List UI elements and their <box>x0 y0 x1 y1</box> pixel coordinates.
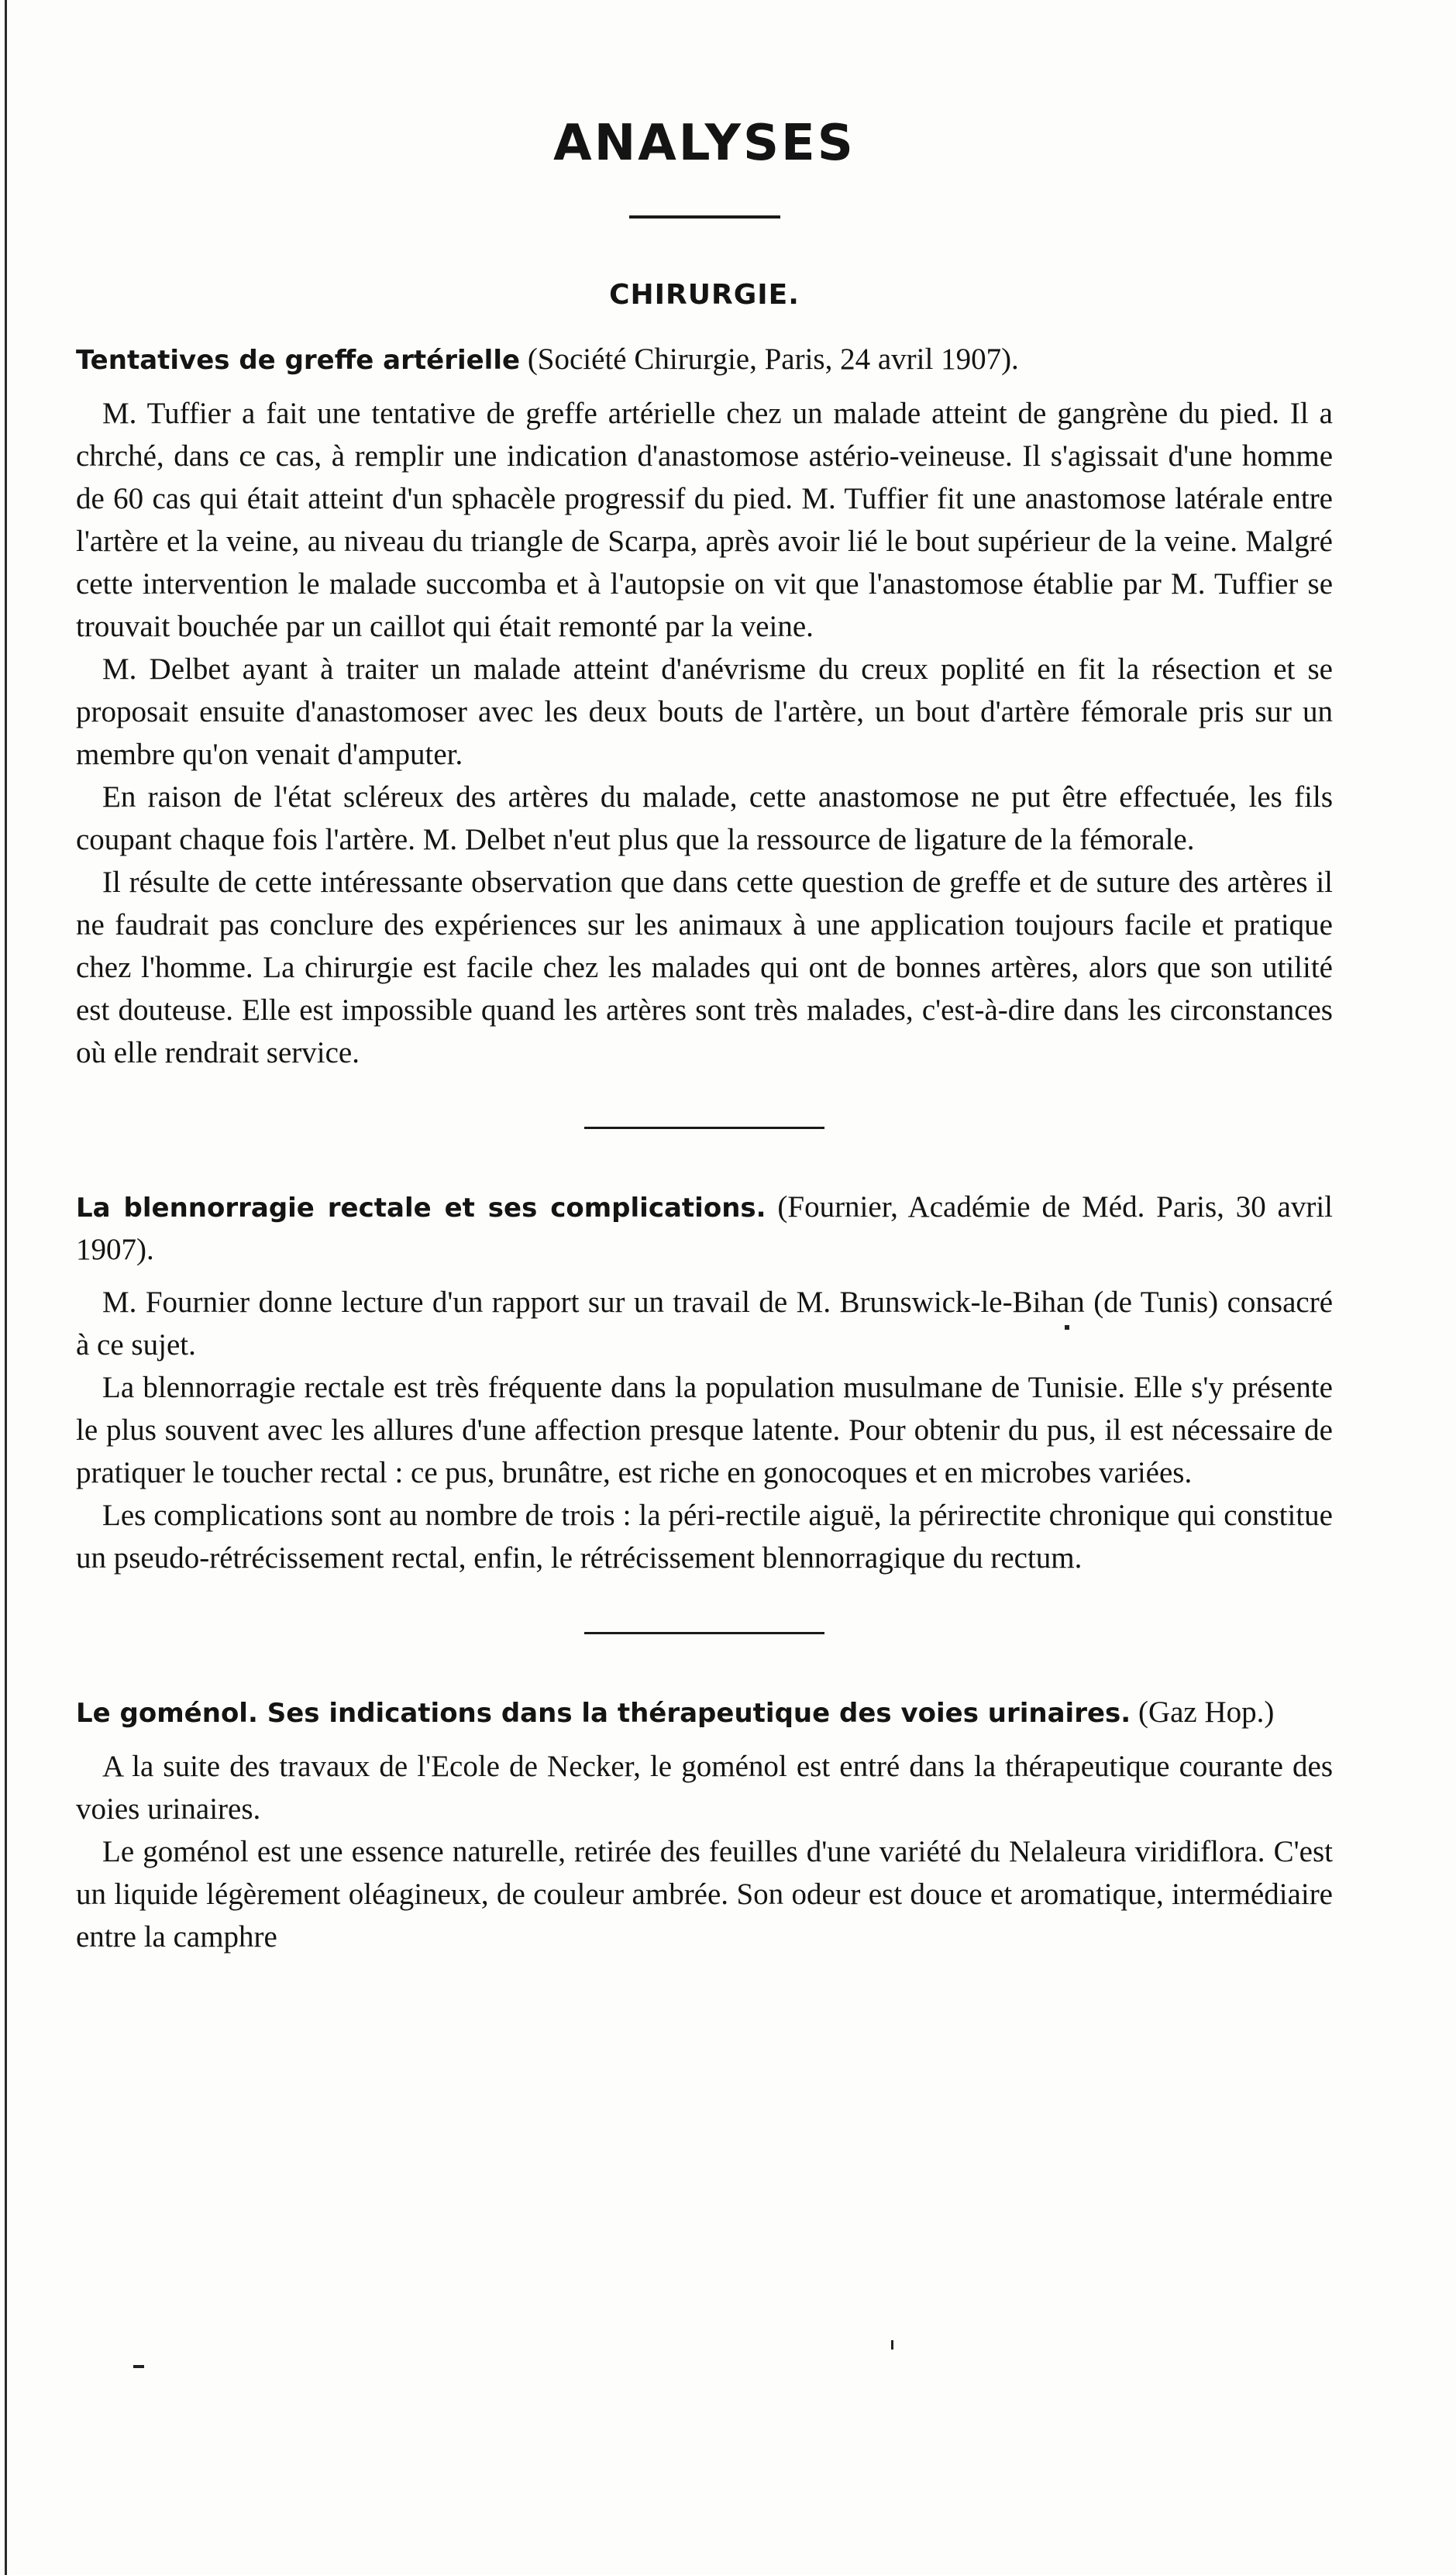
article-source: (Fournier, Académie de Méd. Paris, 30 avril 1907). <box>76 1190 1333 1267</box>
page-edge-rule <box>5 0 7 2575</box>
article-greffe <box>76 339 1333 1074</box>
separator-rule <box>584 1127 824 1129</box>
section-title: CHIRURGIE. <box>609 279 800 312</box>
print-speck <box>133 2365 144 2368</box>
article-paragraph: M. Delbet ayant à traiter un malade atteint d'anévrisme du creux poplité en fit la résection et se proposait ensuite d'anastomoser avec les deux bouts de l'artère, un bout d'artère fémorale pris sur un membre qu'on venait d'amputer. <box>76 652 1333 772</box>
article-blennorragie <box>76 1186 1333 1579</box>
article-paragraph: M. Tuffier a fait une tentative de greffe artérielle chez un malade atteint de gangrène du pied. Il a chrché, dans ce cas, à remplir une indication d'anastomose astério-veineuse. Il s'agissait d'une homme de 60 cas qui était atteint d'un sphacèle progressif du pied. M. Tuffier fit une anastomose latérale entre l'artère et la veine, au niveau du triangle de Scarpa, après avoir lié le bout supérieur de la veine. Malgré cette intervention le malade succomba et à l'autopsie on vit que l'anastomose établie par M. Tuffier se trouvait bouchée par un caillot qui était remonté par la veine. <box>76 397 1333 644</box>
page-content <box>76 116 1333 1958</box>
article-paragraph: Le goménol est une essence naturelle, retirée des feuilles d'une variété du Nelaleura viridiflora. C'est un liquide légèrement oléagineux, de couleur ambrée. Son odeur est douce et aromatique, intermédiaire entre la camphre <box>76 1835 1333 1954</box>
page-title: ANALYSES <box>553 115 855 172</box>
article-paragraph: M. Fournier donne lecture d'un rapport sur un travail de M. Brunswick-le-Bihan (de Tunis) consacré à ce sujet. <box>76 1286 1333 1362</box>
article-heading <box>76 1692 1333 1734</box>
article-title: Tentatives de greffe artérielle <box>76 345 521 377</box>
separator-rule <box>584 1632 824 1634</box>
article-source: (Société Chirurgie, Paris, 24 avril 1907). <box>527 343 1019 377</box>
title-rule <box>629 215 780 219</box>
article-heading <box>76 339 1333 381</box>
article-heading <box>76 1186 1333 1270</box>
article-paragraph: A la suite des travaux de l'Ecole de Necker, le goménol est entré dans la thérapeutique courante des voies urinaires. <box>76 1750 1333 1826</box>
article-paragraph: Les complications sont au nombre de trois : la péri-rectile aiguë, la périrectite chronique qui constitue un pseudo-rétrécissement rectal, enfin, le rétrécissement blennorragique du rectum. <box>76 1499 1333 1575</box>
article-paragraph: La blennorragie rectale est très fréquente dans la population musulmane de Tunisie. Elle s'y présente le plus souvent avec les allures d'une affection presque latente. Pour obtenir du pus, il est nécessaire de pratiquer le toucher rectal : ce pus, brunâtre, est riche en gonocoques et en microbes variées. <box>76 1371 1333 1490</box>
article-title: Le goménol. Ses indications dans la thérapeutique des voies urinaires. <box>76 1698 1131 1730</box>
article-title: La blennorragie rectale et ses complications. <box>76 1193 766 1224</box>
article-paragraph: Il résulte de cette intéressante observation que dans cette question de greffe et de suture des artères il ne faudrait pas conclure des expériences sur les animaux à une application toujours facile et pratique chez l'homme. La chirurgie est facile chez les malades qui ont de bonnes artères, alors que son utilité est douteuse. Elle est impossible quand les artères sont très malades, c'est-à-dire dans les circonstances où elle rendrait service. <box>76 866 1333 1070</box>
article-paragraph: En raison de l'état scléreux des artères du malade, cette anastomose ne put être effectuée, les fils coupant chaque fois l'artère. M. Delbet n'eut plus que la ressource de ligature de la fémorale. <box>76 780 1333 857</box>
article-gomenol <box>76 1692 1333 1958</box>
article-source: (Gaz Hop.) <box>1138 1695 1275 1730</box>
print-speck <box>1065 1325 1069 1330</box>
print-speck <box>891 2340 893 2350</box>
